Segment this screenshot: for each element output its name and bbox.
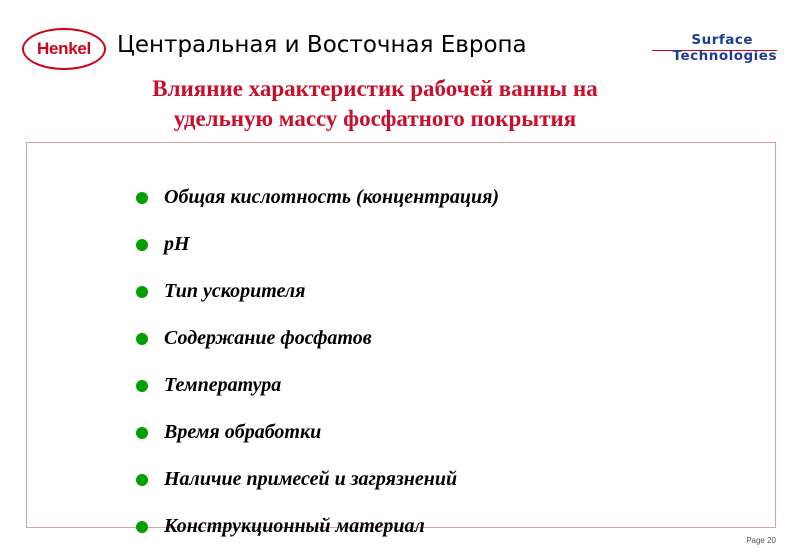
slide-title-line-2: удельную массу фосфатного покрытия <box>173 106 577 131</box>
bullet-item <box>136 362 499 409</box>
slide-title <box>0 74 750 134</box>
page-number: Page 20 <box>746 536 776 545</box>
bullet-item <box>136 221 499 268</box>
henkel-logo-text: Henkel <box>37 39 91 58</box>
bullet-item <box>136 268 499 315</box>
bullet-dot-icon <box>136 380 148 392</box>
bullet-list <box>136 174 499 550</box>
region-title: Центральная и Восточная Европа <box>117 32 527 58</box>
bullet-dot-icon <box>136 521 148 533</box>
slide-title-line-1: Влияние характеристик рабочей ванны на <box>152 76 598 101</box>
henkel-logo <box>22 28 106 70</box>
bullet-text: Наличие примесей и загрязнений <box>164 468 458 490</box>
bullet-text: Время обработки <box>164 421 322 443</box>
bullet-text: Температура <box>164 374 282 396</box>
brand-line-surface: Surface <box>691 32 753 48</box>
bullet-text: Конструкционный материал <box>164 515 425 537</box>
bullet-dot-icon <box>136 239 148 251</box>
bullet-dot-icon <box>136 427 148 439</box>
bullet-item <box>136 315 499 362</box>
bullet-text: Содержание фосфатов <box>164 327 372 349</box>
bullet-item <box>136 409 499 456</box>
bullet-text: Тип ускорителя <box>164 280 306 302</box>
surface-technologies-logo <box>652 32 777 66</box>
brand-line-technologies: Technologies <box>672 48 777 64</box>
bullet-dot-icon <box>136 286 148 298</box>
bullet-dot-icon <box>136 474 148 486</box>
bullet-text: pH <box>164 233 190 255</box>
bullet-item <box>136 174 499 221</box>
bullet-dot-icon <box>136 333 148 345</box>
bullet-item <box>136 503 499 550</box>
bullet-dot-icon <box>136 192 148 204</box>
bullet-text: Общая кислотность (концентрация) <box>164 186 500 208</box>
bullet-item <box>136 456 499 503</box>
